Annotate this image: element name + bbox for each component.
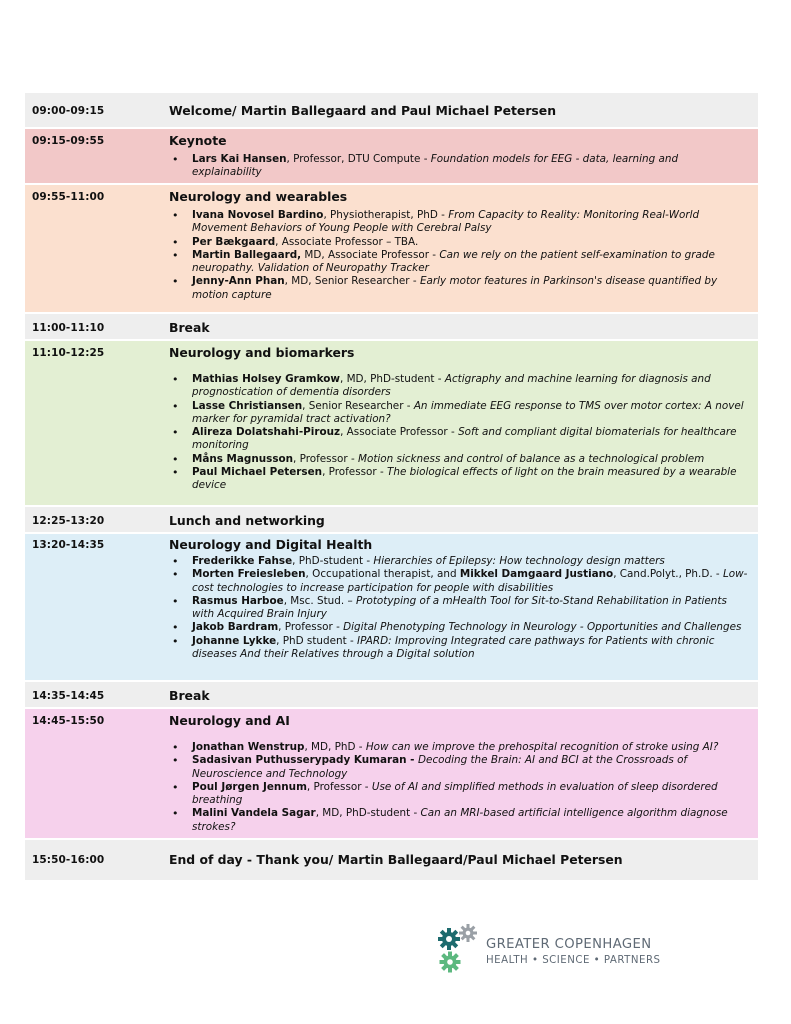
speaker-list [169,153,750,180]
speaker-item [192,807,750,834]
session-title: Break [169,320,210,335]
talk-title: Low-cost technologies to increase participation for people with disabilities [192,568,748,594]
speaker-name: Alireza Dolatshahi-Pirouz [192,426,341,439]
session-title: Neurology and biomarkers [169,345,355,360]
speaker-role: , Associate Professor - [340,426,459,439]
speaker-list [169,373,750,493]
session-time: 11:10-12:25 [32,347,105,359]
speaker-role: , Professor - [293,452,358,465]
session-row [25,534,758,682]
talk-title: How can we improve the prehospital recognition of stroke using AI? [365,741,719,753]
session-content [167,185,758,312]
session-row [25,185,758,314]
talk-title: From Capacity to Reality: Monitoring Real-World Movement Behaviors of Young People with Cerebral Palsy [192,209,700,235]
talk-title: Can we rely on the patient self-examination to grade neuropathy. Validation of Neuropathy Tracker [192,248,715,275]
session-row [25,93,758,129]
speaker-role: , Associate Professor – TBA. [275,235,419,248]
speaker-item [192,249,750,276]
speaker-name: Lars Kai Hansen [192,153,287,165]
speaker-name: Måns Magnusson [192,452,294,465]
speaker-name: Johanne Lykke [192,634,277,647]
speaker-item [192,426,750,453]
speaker-role: MD, Associate Professor - [301,248,440,261]
talk-title: Can an MRI-based artificial intelligence algorithm diagnose strokes? [192,807,728,833]
session-row [25,709,758,840]
speaker-item [192,209,750,236]
session-content [167,682,758,707]
session-row [25,129,758,185]
speaker-item [192,621,750,634]
speaker-item [192,555,750,568]
speaker-name: Mikkel Damgaard Justiano [459,568,614,581]
session-time: 09:00-09:15 [32,105,105,117]
speaker-role: , Professor - [306,780,372,793]
session-time: 12:25-13:20 [32,515,105,527]
session-title: Welcome/ Martin Ballegaard and Paul Michael Petersen [169,103,557,118]
session-content [167,534,758,680]
session-row [25,314,758,341]
speaker-role: , Professor - [322,466,388,479]
session-title: Lunch and networking [169,513,325,528]
session-content [167,507,758,532]
speaker-item [192,568,750,595]
talk-title: Foundation models for EEG - data, learning and explainability [192,153,679,179]
session-time: 09:55-11:00 [32,191,105,203]
speaker-item [192,275,750,302]
program-table [25,93,758,882]
session-title: Keynote [169,133,227,148]
speaker-role: , Msc. Stud. – [283,594,356,607]
greater-copenhagen-logo [436,924,676,976]
speaker-item [192,236,750,249]
speaker-name: Jonathan Wenstrup [192,741,305,753]
speaker-item [192,400,750,427]
session-content [167,341,758,505]
speaker-name: Poul Jørgen Jennum [192,780,307,793]
session-content [167,93,758,127]
logo-title: GREATER COPENHAGEN [486,937,652,952]
speaker-role: , Cand.Polyt., Ph.D. - [613,568,723,581]
speaker-item [192,153,750,180]
session-row [25,840,758,882]
talk-title: Use of AI and simplified methods in evaluation of sleep disordered breathing [192,780,718,807]
talk-title: Early motor features in Parkinson's disease quantified by motion capture [192,275,718,301]
speaker-role: , PhD-student - [292,555,374,567]
talk-title: IPARD: Improving Integrated care pathways for Patients with chronic diseases And their Relatives through a Digital solution [192,634,715,661]
session-time: 14:35-14:45 [32,690,105,702]
speaker-name: Per Bækgaard [192,235,276,248]
session-row [25,682,758,709]
session-title: Neurology and wearables [169,189,348,204]
speaker-role: , Physiotherapist, PhD - [323,209,449,221]
speaker-role: , MD, Senior Researcher - [284,275,420,288]
logo-subtitle: HEALTH • SCIENCE • PARTNERS [486,955,661,966]
speaker-name: Jenny-Ann Phan [192,275,285,288]
talk-title: An immediate EEG response to TMS over motor cortex: A novel marker for pyramidal tract activation? [192,399,744,425]
speaker-role: , Professor - [278,621,344,634]
speaker-role: , Occupational therapist, and [305,568,460,581]
speaker-item [192,781,750,808]
session-content [167,314,758,339]
session-content [167,840,758,880]
talk-title: Motion sickness and control of balance as a technological problem [358,452,705,465]
session-content [167,709,758,838]
session-row [25,341,758,507]
speaker-name: Lasse Christiansen [192,399,303,412]
session-time: 11:00-11:10 [32,322,105,334]
talk-title: Prototyping of a mHealth Tool for Sit-to-Stand Rehabilitation in Patients with Acquired Brain Injury [192,594,727,621]
session-content [167,129,758,183]
talk-title: Digital Phenotyping Technology in Neurology - Opportunities and Challenges [343,621,742,634]
speaker-role: , MD, PhD-student - [339,373,445,385]
speaker-name: Mathias Holsey Gramkow [192,373,340,385]
session-title: Neurology and Digital Health [169,537,373,552]
talk-title: Actigraphy and machine learning for diagnosis and prognostication of dementia disorders [192,373,711,399]
speaker-list [169,741,750,834]
speaker-name: Sadasivan Puthusserypady Kumaran - [192,754,419,767]
speaker-name: Paul Michael Petersen [192,466,323,479]
speaker-name: Martin Ballegaard, [192,248,302,261]
speaker-item [192,595,750,622]
speaker-list [169,555,750,661]
session-row [25,507,758,534]
talk-title: Soft and compliant digital biomaterials for healthcare monitoring [192,426,737,452]
speaker-item [192,635,750,662]
session-title: Break [169,688,210,703]
speaker-item [192,741,750,754]
speaker-item [192,466,750,493]
gears-icon [436,924,484,976]
speaker-item [192,373,750,400]
session-time: 15:50-16:00 [32,854,105,866]
speaker-name: Morten Freiesleben [192,568,306,581]
session-title: End of day - Thank you/ Martin Ballegaard/Paul Michael Petersen [169,852,623,867]
speaker-list [169,209,750,302]
session-time: 09:15-09:55 [32,135,105,147]
talk-title: Decoding the Brain: AI and BCI at the Crossroads of Neuroscience and Technology [192,754,688,780]
speaker-role: , MD, PhD-student - [315,807,421,820]
speaker-role: , Professor, DTU Compute - [286,153,431,165]
talk-title: The biological effects of light on the brain measured by a wearable device [192,466,737,492]
speaker-name: Frederikke Fahse [192,555,293,567]
speaker-role: , Senior Researcher - [302,399,414,412]
speaker-name: Rasmus Harboe [192,594,284,607]
session-time: 14:45-15:50 [32,715,105,727]
speaker-name: Ivana Novosel Bardino [192,209,324,221]
speaker-name: Malini Vandela Sagar [192,807,316,820]
session-title: Neurology and AI [169,713,290,728]
speaker-item [192,453,750,466]
speaker-role: , PhD student - [276,634,357,647]
speaker-item [192,754,750,781]
talk-title: Hierarchies of Epilepsy: How technology design matters [373,555,665,567]
speaker-name: Jakob Bardram [192,621,279,634]
speaker-role: , MD, PhD - [304,741,366,753]
session-time: 13:20-14:35 [32,539,105,551]
